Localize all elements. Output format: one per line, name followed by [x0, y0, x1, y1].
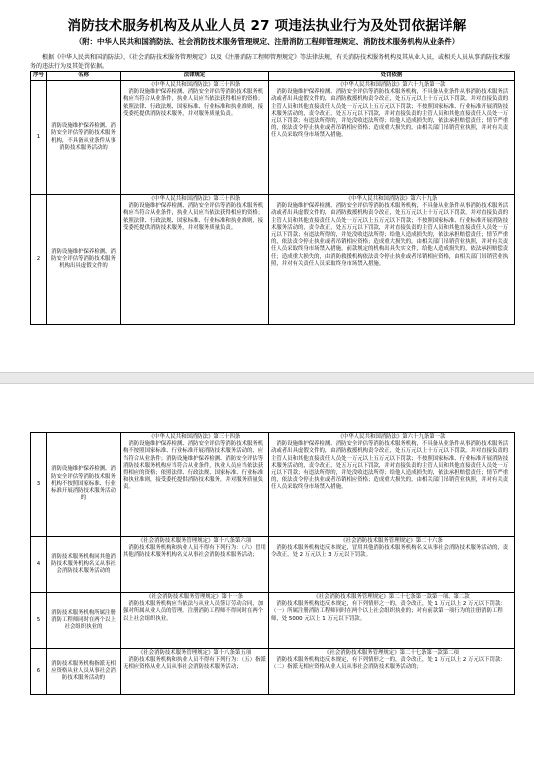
- legal-provision: [121, 195, 269, 325]
- violation-name: 消防设施维护保养检测、消防安全评估等消防技术服务机构出具虚假文件的: [47, 195, 121, 325]
- row-number: 3: [31, 433, 47, 537]
- penalty-article: 《中华人民共和国消防法》第六十九条第一款: [337, 434, 446, 440]
- penalty-text: 消防设施维护保养检测、消防安全评估等消防技术服务机构，不具备从业条件从事消防技术服务活动或者出具虚假文件的，由消防救援机构责令改正，处五万元以上十万元以下罚款，并对直接负责的主管人员和其他直接责任人员处一万元以上五万元以下罚款；不按照国家标准、行业标准开展消防技术服务活动的，责令改正，处五万元以下罚款，并对直接负责的主管人员和其他直接责任人员处一万元以下罚款；有违法所得的，并处没收违法所得；给他人造成损失的，依法承担赔偿责任；情节严重的，依法责令停止执业或者吊销相应资格；造成重大损失的，由相关部门吊销营业执照，并对有关责任人员采取终身市场禁入措施。前款规定的机构出具失实文件，给他人造成损失的，依法承担赔偿责任；造成重大损失的，由消防救援机构依法责令停止执业或者吊销相应资格，由相关部门吊销营业执照，并对有关责任人员采取终身市场禁入措施。: [271, 203, 509, 267]
- violation-name: 消防技术服务机构同其他消防技术服务机构名义从事社会消防技术服务活动的: [47, 537, 121, 593]
- penalty-text: 消防设施维护保养检测、消防安全评估等消防技术服务机构，不具备从业条件从事消防技术服务活动或者出具虚假文件的，由消防救援机构责令改正，处五万元以上十万元以下罚款，并对直接负责的主管人员和其他直接责任人员处一万元以上五万元以下罚款；不按照国家标准、行业标准开展消防技术服务活动的，责令改正，处五万元以下罚款，并对直接负责的主管人员和其他直接责任人员处一万元以下罚款；有违法所得的，并处没收违法所得；给他人造成损失的，依法承担赔偿责任；情节严重的，依法责令停止执业或者吊销相应资格；造成重大损失的，由相关部门吊销营业执照，并对有关责任人员采取终身市场禁入措施。: [271, 89, 509, 139]
- table-row: [31, 537, 515, 593]
- law-article: 《社会消防技术服务管理规定》第十八条第六项: [137, 538, 252, 544]
- law-text: 消防技术服务机构和执业人员不得有下列行为：（六）冒用其他消防技术服务机构名义从事社会消防技术服务活动；: [123, 545, 266, 559]
- penalty-basis: [269, 649, 515, 695]
- table-row: [31, 649, 515, 695]
- law-text: 消防设施维护保养检测、消防安全评估等消防技术服务机构应当符合从业条件，执业人员应当依法获得相应的资格；依照法律、行政法规、国家标准、行业标准和执业准则，接受委托提供消防技术服务，并对服务质量负责。: [123, 203, 264, 231]
- legal-provision: [121, 593, 269, 649]
- document-subtitle: （附：中华人民共和国消防法、社会消防技术服务管理规定、注册消防工程师管理规定、消防技术服务机构从业条件）: [74, 37, 460, 46]
- header-law: 法律规定: [121, 72, 269, 81]
- legal-provision: [121, 81, 269, 195]
- header-no: 序号: [31, 72, 47, 81]
- document-page-2: [0, 384, 534, 776]
- penalty-article: 《中华人民共和国消防法》第六十九条: [345, 196, 438, 202]
- law-article: 《社会消防技术服务管理规定》第十一条: [145, 594, 244, 600]
- header-name: 名称: [47, 72, 121, 81]
- document-title: 消防技术服务机构及从业人员 27 项违法执业行为及处罚依据详解: [67, 18, 467, 34]
- penalty-text: 消防技术服务机构违反本规定，冒用其他消防技术服务机构名义从事社会消防技术服务活动的，责令改正，处 2 万元以上 3 万元以下罚款。: [271, 545, 509, 559]
- law-text: 消防技术服务机构应当依法与从业人员签订劳动合同，加强对所属从业人员的管理。注册消防工程师不得同时在两个以上社会组织执业。: [123, 601, 264, 622]
- law-article: 《社会消防技术服务管理规定》第十八条第五项: [137, 650, 252, 656]
- row-number: 5: [31, 593, 47, 649]
- row-number: 6: [31, 649, 47, 695]
- document-page-1: [0, 0, 534, 372]
- penalty-basis: [269, 537, 515, 593]
- table-row: [31, 433, 515, 537]
- table-header-row: [31, 72, 515, 81]
- intro-paragraph: 根据《中华人民共和国消防法》、《社会消防技术服务管理规定》以及《注册消防工程师管理规定》等法律法规，有关消防技术服务机构及其从业人员，或相关人员从事消防技术服务的违法行为及其处罚依据。: [30, 54, 511, 70]
- penalty-text: 消防技术服务机构违反本规定，有下列情形之一的，责令改正，处 1 万元以上 2 万元以下罚款：（一）所属注册消防工程师同时在两个以上社会组织执业的；对有前款第一项行为的注册消防工程师，处 5000 元以上 1 万元以下罚款。: [271, 601, 506, 622]
- page-separator: [0, 372, 534, 384]
- law-article: 《中华人民共和国消防法》第三十四条: [148, 434, 241, 440]
- row-number: 4: [31, 537, 47, 593]
- law-text: 消防技术服务机构和执业人员不得有下列行为：（五）指派无相应资格从业人员从事社会消防技术服务活动；: [123, 657, 266, 671]
- penalty-basis: [269, 593, 515, 649]
- penalty-article: 《社会消防技术服务管理规定》第二十六条: [340, 538, 443, 544]
- law-article: 《中华人民共和国消防法》第三十四条: [148, 82, 241, 88]
- penalty-article: 《中华人民共和国消防法》第六十九条第一款: [337, 82, 446, 88]
- penalty-basis: [269, 81, 515, 195]
- violation-name: 消防技术服务机构所属注册消防工程师同时在两个以上社会组织执业的: [47, 593, 121, 649]
- table-row: [31, 81, 515, 195]
- legal-provision: [121, 649, 269, 695]
- violation-name: 消防设施维护保养检测、消防安全评估等消防技术服务机构，不具备从业条件从事消防技术服务活动的: [47, 81, 121, 195]
- penalty-text: 消防设施维护保养检测、消防安全评估等消防技术服务机构，不具备从业条件从事消防技术服务活动或者出具虚假文件的，由消防救援机构责令改正，处五万元以上十万元以下罚款，并对直接负责的主管人员和其他直接责任人员处一万元以上五万元以下罚款；不按照国家标准、行业标准开展消防技术服务活动的，责令改正，处五万元以下罚款，并对直接负责的主管人员和其他直接责任人员处一万元以下罚款；有违法所得的，并处没收违法所得；给他人造成损失的，依法承担赔偿责任；情节严重的，依法责令停止执业或者吊销相应资格；造成重大损失的，由相关部门吊销营业执照，并对有关责任人员采取终身市场禁入措施。: [271, 441, 509, 491]
- violation-name: 消防设施维护保养检测、消防安全评估等消防技术服务机构不按照国家标准、行业标准开展消防技术服务活动的: [47, 433, 121, 537]
- penalty-basis: [269, 195, 515, 325]
- penalty-basis: [269, 433, 515, 537]
- row-number: 1: [31, 81, 47, 195]
- violation-name: 消防技术服务机构指派无相应资格从业人员从事社会消防技术服务活动的: [47, 649, 121, 695]
- law-text: 消防设施维护保养检测、消防安全评估等消防技术服务机构应当符合从业条件，执业人员应当依法获得相应的资格；依照法律、行政法规、国家标准、行业标准和执业准则，接受委托提供消防技术服务，并对服务质量负责。: [123, 89, 264, 117]
- penalty-text: 消防技术服务机构违反本规定，有下列情形之一的，责令改正，处 1 万元以上 2 万元以下罚款：（二）指派无相应资格从业人员从事社会消防技术服务活动的；: [271, 657, 506, 671]
- header-penalty: 处罚依据: [269, 72, 515, 81]
- law-text: 消防设施维护保养检测、消防安全评估等消防技术服务机构不按照国家标准、行业标准开展消防技术服务活动的，应当符合从业条件；消防设施维护保养检测、消防安全评估等消防技术服务机构应当符合从业条件，执业人员应当依法获得相应的资格；依照法律、行政法规、国家标准、行业标准和执业准则，接受委托提供消防技术服务，并对服务质量负责。: [123, 441, 264, 491]
- row-number: 2: [31, 195, 47, 325]
- violations-table-continued: [30, 432, 515, 695]
- penalty-article: 《社会消防技术服务管理规定》第二十七条第一款第一项、第二款: [313, 594, 470, 600]
- legal-provision: [121, 537, 269, 593]
- violations-table: [30, 71, 515, 325]
- penalty-article: 《社会消防技术服务管理规定》第二十七条第一款第二项: [324, 650, 459, 656]
- table-row: [31, 195, 515, 325]
- legal-provision: [121, 433, 269, 537]
- table-row: [31, 593, 515, 649]
- law-article: 《中华人民共和国消防法》第三十四条: [148, 196, 241, 202]
